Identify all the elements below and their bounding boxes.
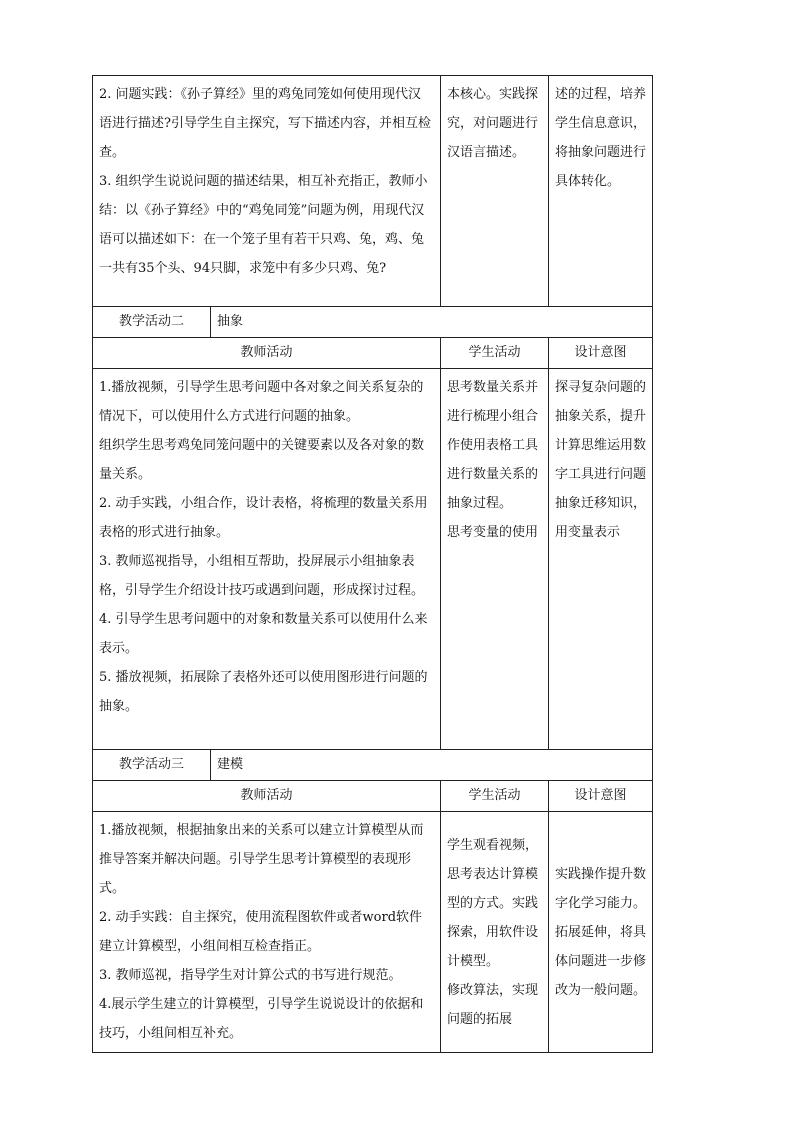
teacher-step: 组织学生思考鸡兔同笼问题中的关键要素以及各对象的数量关系。 bbox=[99, 438, 425, 482]
activity3-title: 建模 bbox=[211, 750, 653, 781]
teacher-step: 5. 播放视频，拓展除了表格外还可以使用图形进行问题的抽象。 bbox=[99, 670, 428, 714]
student-activity-cell bbox=[441, 76, 549, 307]
teacher-activity-cell bbox=[93, 812, 441, 1053]
teacher-step: 4. 引导学生思考问题中的对象和数量关系可以使用什么来表示。 bbox=[99, 612, 428, 656]
student-activity-cell bbox=[441, 812, 549, 1053]
column-header-teacher: 教师活动 bbox=[93, 338, 441, 369]
teacher-step: 1.播放视频，根据抽象出来的关系可以建立计算模型从而推导答案并解决问题。引导学生思考计算模型的表现形式。 bbox=[99, 823, 424, 896]
student-activity-cell bbox=[441, 369, 549, 750]
teacher-step: 4.展示学生建立的计算模型，引导学生说说设计的依据和技巧，小组间相互补充。 bbox=[99, 997, 424, 1041]
column-header-student: 学生活动 bbox=[441, 781, 549, 812]
activity2-section-row bbox=[93, 307, 653, 338]
activity3-section-row bbox=[93, 750, 653, 781]
student-text: 本核心。实践探究，对问题进行汉语言描述。 bbox=[447, 87, 539, 160]
column-header-teacher: 教师活动 bbox=[93, 781, 441, 812]
activity2-label: 教学活动二 bbox=[93, 307, 211, 338]
activity3-header-row bbox=[93, 781, 653, 812]
teacher-step: 3. 教师巡视指导，小组相互帮助，投屏展示小组抽象表格，引导学生介绍设计技巧或遇到问题，形成探讨过程。 bbox=[99, 554, 425, 598]
teacher-step: 2. 动手实践，小组合作，设计表格，将梳理的数量关系用表格的形式进行抽象。 bbox=[99, 496, 428, 540]
teacher-step: 2. 问题实践：《孙子算经》里的鸡兔同笼如何使用现代汉语进行描述?引导学生自主探究，写下描述内容，并相互检查。 bbox=[99, 87, 431, 160]
activity3-content-row bbox=[93, 812, 653, 1053]
student-text: 修改算法，实现问题的拓展 bbox=[447, 982, 539, 1027]
teacher-activity-cell bbox=[93, 369, 441, 750]
column-header-design: 设计意图 bbox=[549, 781, 653, 812]
column-header-student: 学生活动 bbox=[441, 338, 549, 369]
column-header-design: 设计意图 bbox=[549, 338, 653, 369]
activity3-label: 教学活动三 bbox=[93, 750, 211, 781]
activity2-title: 抽象 bbox=[211, 307, 653, 338]
activity2-content-row bbox=[93, 369, 653, 750]
activity2-header-row bbox=[93, 338, 653, 369]
design-text: 述的过程，培养学生信息意识，将抽象问题进行具体转化。 bbox=[555, 87, 647, 189]
design-intent-cell bbox=[549, 812, 653, 1053]
design-text: 实践操作提升数字化学习能力。 bbox=[555, 866, 647, 911]
student-text: 思考变量的使用 bbox=[447, 525, 539, 540]
teacher-step: 3. 组织学生说说问题的描述结果，相互补充指正，教师小结：以《孙子算经》中的“鸡兔同笼”问题为例，用现代汉语可以描述如下：在一个笼子里有若干只鸡、兔，鸡、兔一共有35个头、94只脚，求笼中有多少只鸡、兔? bbox=[99, 174, 428, 276]
student-text: 学生观看视频，思考表达计算模型的方式。实践探索，用软件设计模型。 bbox=[447, 837, 539, 969]
design-intent-cell bbox=[549, 369, 653, 750]
teacher-step: 1.播放视频，引导学生思考问题中各对象之间关系复杂的情况下，可以使用什么方式进行问题的抽象。 bbox=[99, 380, 424, 424]
teacher-activity-cell bbox=[93, 76, 441, 307]
design-intent-cell bbox=[549, 76, 653, 307]
teacher-step: 2. 动手实践：自主探究，使用流程图软件或者word软件建立计算模型，小组间相互检查指正。 bbox=[99, 910, 423, 954]
design-text: 探寻复杂问题的抽象关系，提升计算思维运用数字工具进行问题抽象迁移知识，用变量表示 bbox=[555, 380, 647, 540]
design-text: 拓展延伸，将具体问题进一步修改为一般问题。 bbox=[555, 924, 647, 998]
lesson-plan-table bbox=[92, 75, 653, 1053]
teacher-step: 3. 教师巡视，指导学生对计算公式的书写进行规范。 bbox=[99, 968, 402, 983]
continuation-row bbox=[93, 76, 653, 307]
student-text: 思考数量关系并进行梳理小组合作使用表格工具进行数量关系的抽象过程。 bbox=[447, 380, 539, 511]
